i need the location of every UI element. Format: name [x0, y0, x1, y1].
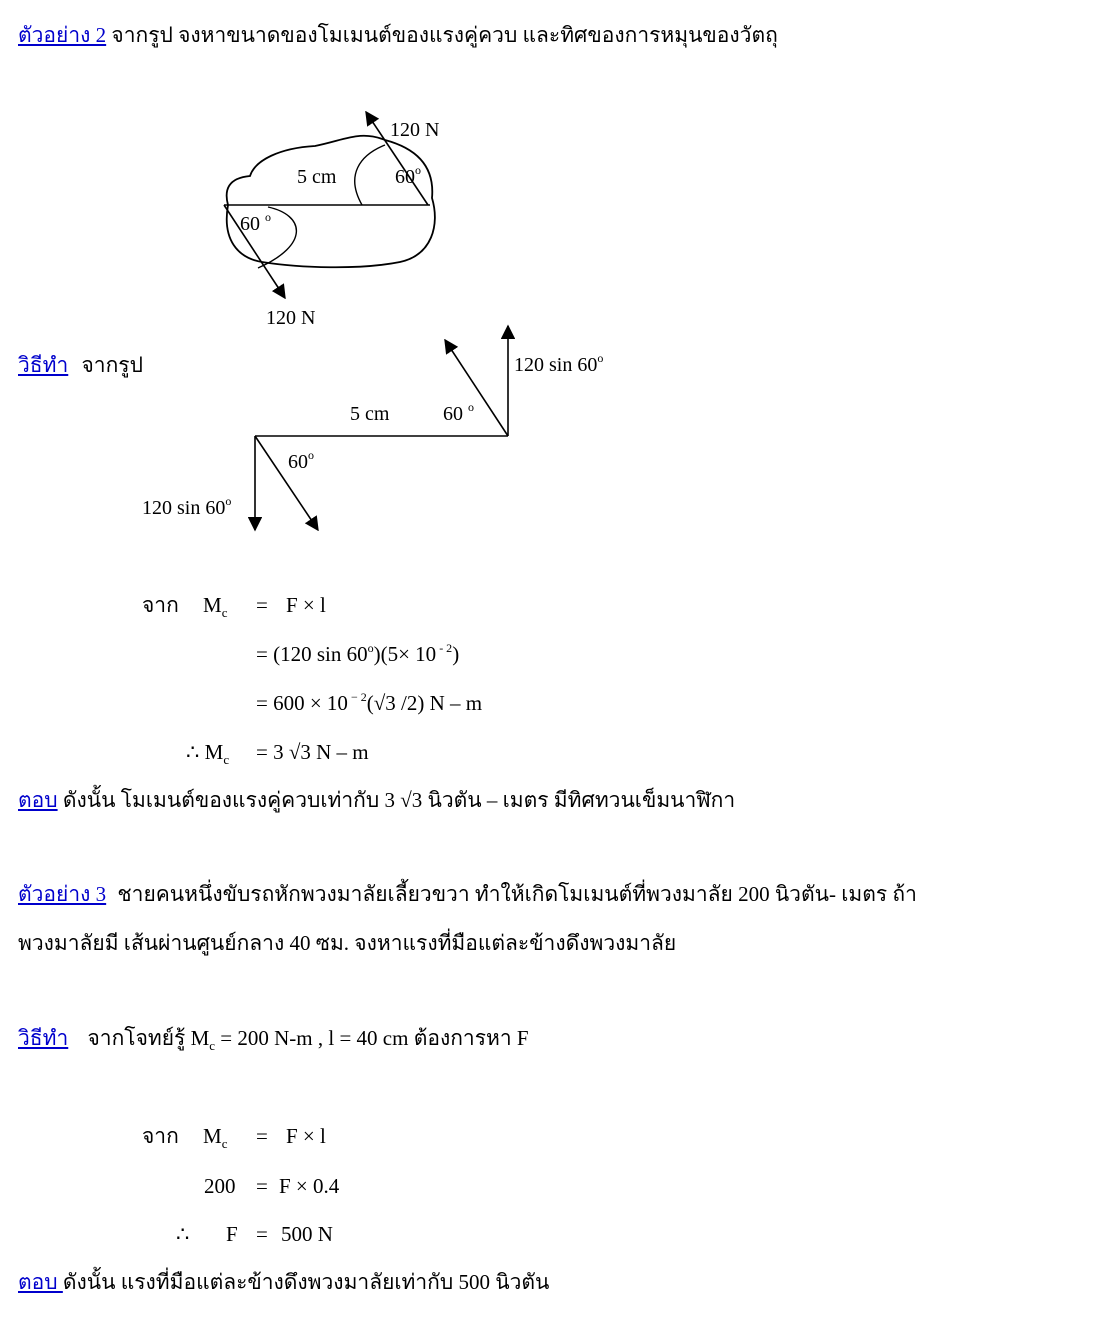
- example3-answer-label: ตอบ: [18, 1270, 63, 1294]
- example2-label: ตัวอย่าง 2: [18, 23, 107, 47]
- example3-answer: [18, 1272, 549, 1293]
- ex2-calc-line4: ∴ $M_c$: [186, 740, 230, 767]
- example2-solution-label: วิธีทำ: [18, 353, 69, 377]
- fig2-angle-left: 60$^o$: [288, 448, 314, 473]
- ex3-calc-jak: จาก: [142, 1124, 179, 1148]
- example2-solution-intro: จากรูป: [81, 353, 143, 377]
- example3-given: จากโจทย์รู้ $M_c = 200$ N-m , l = 40 cm ต้องการหา F: [87, 1026, 529, 1053]
- fig2-angle-right: 60 $^o$: [443, 400, 474, 425]
- ex3-calc-eq2: =: [256, 1174, 268, 1198]
- example3-question-line1: ชายคนหนึ่งขับรถหักพวงมาลัยเลี้ยวขวา ทำให้เกิดโมเมนต์ที่พวงมาลัย 200 นิวตัน- เมตร ถ้า: [117, 882, 917, 906]
- example3-solution: [18, 1026, 529, 1053]
- ex3-calc-therefore: ∴: [176, 1222, 190, 1246]
- ex3-calc-mc: $M_c$: [203, 1124, 228, 1151]
- ex3-calc-lhs2: 200: [204, 1174, 236, 1198]
- ex3-calc-rhs3: 500 N: [281, 1222, 333, 1246]
- ex2-calc-line3: = 600 × 10 $^{- 2}$(√3 /2) N – m: [256, 690, 483, 715]
- fig1-force-bottom: 120 N: [266, 307, 316, 329]
- example2-solution-heading: [18, 355, 143, 376]
- ex2-calc-result: = 3 √3 N – m: [256, 740, 369, 764]
- example2-question: จากรูป จงหาขนาดของโมเมนต์ของแรงคู่ควบ และทิศของการหมุนของวัตถุ: [111, 23, 778, 47]
- fig1-angle-top: 60$^o$: [395, 163, 421, 188]
- ex3-calc-eq1: =: [256, 1124, 268, 1148]
- ex3-calc-lhs3: F: [226, 1222, 238, 1246]
- ex3-calc-eq3: =: [256, 1222, 268, 1246]
- fig2-distance: 5 cm: [350, 403, 390, 425]
- example3-solution-label: วิธีทำ: [18, 1026, 69, 1050]
- object-outline: [227, 136, 435, 268]
- example2-answer-text: ดังนั้น โมเมนต์ของแรงคู่ควบเท่ากับ 3 √3 นิวตัน – เมตร มีทิศทวนเข็มนาฬิกา: [62, 788, 736, 812]
- ex2-calc-eq1: =: [256, 593, 268, 617]
- fig2-vertical-right-label: 120 sin 60$^o$: [514, 351, 604, 376]
- example2-answer-label: ตอบ: [18, 788, 58, 812]
- ex3-calc-rhs1: F × l: [286, 1124, 326, 1148]
- ex2-calc-jak: จาก: [142, 593, 179, 617]
- fig1-force-top: 120 N: [390, 119, 440, 141]
- fig2-vertical-left-label: 120 sin 60$^o$: [142, 494, 232, 519]
- example3-question-line2: พวงมาลัยมี เส้นผ่านศูนย์กลาง 40 ซม. จงหาแรงที่มือแต่ละข้างดึงพวงมาลัย: [18, 931, 677, 955]
- upper-angle-arc: [355, 145, 385, 205]
- example3-label: ตัวอย่าง 3: [18, 882, 107, 906]
- fig1-distance: 5 cm: [297, 166, 337, 188]
- ex3-calc-rhs2: F × 0.4: [279, 1174, 340, 1198]
- ex2-calc-mc: $M_c$: [203, 593, 228, 620]
- ex2-calc-line2: = (120 $\sin 60^o)(5\times 10$ $^{- 2}$): [256, 641, 460, 666]
- example3-heading: [18, 884, 917, 905]
- example2-answer: [18, 790, 735, 811]
- example3-answer-text: ดังนั้น แรงที่มือแต่ละข้างดึงพวงมาลัยเท่ากับ 500 นิวตัน: [62, 1270, 550, 1294]
- fig1-angle-bottom: 60 $^o$: [240, 210, 271, 235]
- ex2-calc-rhs1: F × l: [286, 593, 326, 617]
